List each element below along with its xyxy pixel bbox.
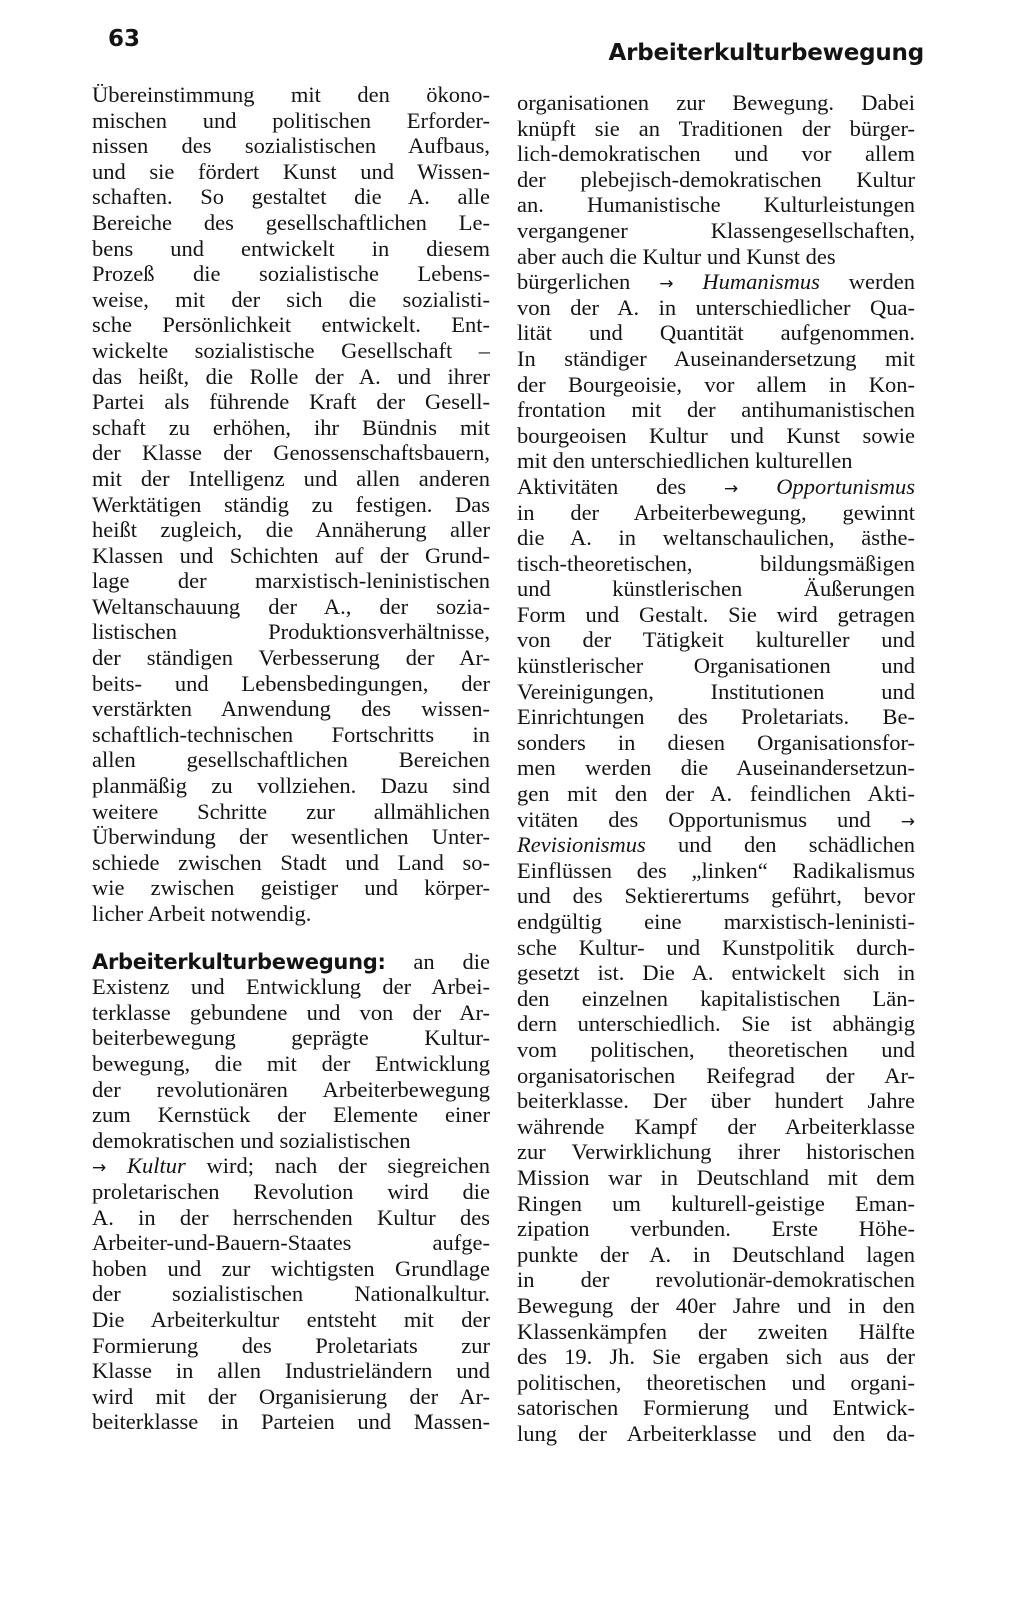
text-line: das heißt, die Rolle der A. und ihrer [92,363,490,389]
text-line: Klassen und Schichten auf der Grund- [92,542,490,568]
text-line: sche Kultur- und Kunstpolitik durch- [517,934,915,960]
text-line: von der Tätigkeit kultureller und [517,627,915,653]
text-line: und sie fördert Kunst und Wissen- [92,158,490,184]
entry-text-part-6 [517,858,915,1447]
text-line: der Bourgeoisie, vor allem in Kon- [517,371,915,397]
text-line: vergangener Klassengesellschaften, [517,217,915,243]
text-line: von der A. in unterschiedlicher Qua- [517,294,915,320]
text-line: schiede zwischen Stadt und Land so- [92,849,490,875]
text-line: mit den unterschiedlichen kulturellen [517,448,853,474]
text-line: weitere Schritte zur allmählichen [92,798,490,824]
entry-headword: Arbeiterkulturbewegung: [92,949,386,974]
text-line: knüpft sie an Traditionen der bürger- [517,115,915,141]
text-line: sonders in diesen Organisationsfor- [517,729,915,755]
text-line: Bewegung der 40er Jahre und in den [517,1292,915,1318]
text-line: der ständigen Verbesserung der Ar- [92,645,490,671]
revisionismus-reference-line [517,832,915,858]
text-line: an. Humanistische Kulturleistungen [517,192,915,218]
entry-text-part-1 [92,974,490,1153]
text-line: in der revolutionär-demokratischen [517,1267,915,1293]
text-line: mischen und politischen Erforder- [92,107,490,133]
text-line: zum Kernstück der Elemente einer [92,1102,490,1128]
text-line: Überwindung der wesentlichen Unter- [92,824,490,850]
text-line: wird mit der Organisierung der Ar- [92,1383,490,1409]
text-line: gen mit den der A. feindlichen Akti- [517,781,915,807]
text-line: Form und Gestalt. Sie wird getragen [517,601,915,627]
text-line: beiterbewegung geprägte Kultur- [92,1025,490,1051]
text-line: sche Persönlichkeit entwickelt. Ent- [92,312,490,338]
cross-reference-kultur: Kultur [127,1153,186,1179]
text-line: mit der Intelligenz und allen anderen [92,465,490,491]
text-line: politischen, theoretischen und organi- [517,1369,915,1395]
right-column [517,90,915,1446]
cross-reference-humanismus: Humanismus [702,269,820,295]
text-line: Klasse in allen Industrieländern und [92,1358,490,1384]
text-line: die A. in weltanschaulichen, ästhe- [517,525,915,551]
text-line: organisationen zur Bewegung. Dabei [517,90,915,115]
page-number: 63 [108,26,141,52]
opportunismus-line-start: Aktivitäten des [517,473,725,499]
text-line-content: vitäten des Opportunismus und [517,806,871,832]
text-line: lich-demokratischen und vor allem [517,141,915,167]
text-line: listischen Produktionsverhältnisse, [92,619,490,645]
cross-reference-arrow-icon: → [659,274,674,295]
text-line: den einzelnen kapitalistischen Län- [517,985,915,1011]
text-line: Ringen um kulturell-geistige Eman- [517,1190,915,1216]
entry-text-part-3 [517,90,915,269]
text-line: bourgeoisen Kultur und Kunst sowie [517,422,915,448]
text-line: schaftlich-technischen Fortschritts in [92,721,490,747]
text-line: nissen des sozialistischen Aufbaus, [92,133,490,159]
text-line: beiterklasse. Der über hundert Jahre [517,1088,915,1114]
text-line: Klassenkämpfen der zweiten Hälfte [517,1318,915,1344]
text-line: Weltanschauung der A., der sozia- [92,593,490,619]
text-line: schaften. So gestaltet die A. alle [92,184,490,210]
text-line: verstärkten Anwendung des wissen- [92,696,490,722]
text-line: der sozialistischen Nationalkultur. [92,1281,490,1307]
humanismus-reference-line [517,269,915,295]
text-line: bens und entwickelt in diesem [92,235,490,261]
cross-reference-arrow-icon: → [900,811,915,832]
text-line: proletarischen Revolution wird die [92,1178,490,1204]
text-line: des 19. Jh. Sie ergaben sich aus der [517,1344,915,1370]
revisionismus-line-rest: und den schädlichen [645,832,915,858]
text-line: in der Arbeiterbewegung, gewinnt [517,499,915,525]
entry-text-part-2 [92,1179,490,1435]
text-line: Einflüssen des „linken“ Radikalismus [517,857,915,883]
opportunismus-reference-line [517,474,915,500]
text-line: dern unterschiedlich. Sie ist abhängig [517,1011,915,1037]
humanismus-line-rest: werden [819,269,915,295]
text-line: vom politischen, theoretischen und [517,1036,915,1062]
text-line: In ständiger Auseinandersetzung mit [517,345,915,371]
text-line: terklasse gebundene und von der Ar- [92,999,490,1025]
text-line: demokratischen und sozialistischen [92,1127,411,1153]
headword-continuation: an die [385,948,490,974]
cross-reference-arrow-icon: → [724,478,739,499]
text-line: tisch-theoretischen, bildungsmäßigen [517,550,915,576]
text-line: zipation verbunden. Erste Höhe- [517,1216,915,1242]
text-line: Bereiche des gesellschaftlichen Le- [92,209,490,235]
text-line: Übereinstimmung mit den ökono- [92,82,490,107]
text-line: Mission war in Deutschland mit dem [517,1164,915,1190]
text-line: Einrichtungen des Proletariats. Be- [517,704,915,730]
text-line: bewegung, die mit der Entwicklung [92,1050,490,1076]
text-line: schaft zu erhöhen, ihr Bündnis mit [92,414,490,440]
text-line: beits- und Lebensbedingungen, der [92,670,490,696]
text-line: künstlerischer Organisationen und [517,653,915,679]
text-line: der revolutionären Arbeiterbewegung [92,1076,490,1102]
running-head: Arbeiterkulturbewegung [608,40,924,66]
cross-reference-arrow-icon: → [92,1158,107,1179]
entry-headline [92,949,490,975]
entry-text-part-5 [517,500,915,833]
text-line: allen gesellschaftlichen Bereichen [92,747,490,773]
text-line: der plebejisch-demokratischen Kultur [517,166,915,192]
text-line: weise, mit der sich die sozialisti- [92,286,490,312]
text-line [517,807,915,833]
text-line: frontation mit der antihumanistischen [517,397,915,423]
text-line: währende Kampf der Arbeiterklasse [517,1113,915,1139]
text-line: lität und Quantität aufgenommen. [517,320,915,346]
text-line: und künstlerischen Äußerungen [517,576,915,602]
text-line: gesetzt ist. Die A. entwickelt sich in [517,960,915,986]
text-line: Die Arbeiterkultur entsteht mit der [92,1306,490,1332]
text-line: Arbeiter-und-Bauern-Staates aufge- [92,1230,490,1256]
text-line: punkte der A. in Deutschland lagen [517,1241,915,1267]
text-line: planmäßig zu vollziehen. Dazu sind [92,773,490,799]
kultur-reference-line [92,1153,490,1179]
text-line: Existenz und Entwicklung der Arbei- [92,974,490,1000]
text-line: organisatorischen Reifegrad der Ar- [517,1062,915,1088]
text-line: und des Sektierertums geführt, bevor [517,883,915,909]
left-column [92,82,490,1435]
text-line: lage der marxistisch-leninistischen [92,568,490,594]
text-line: Partei als führende Kraft der Gesell- [92,389,490,415]
text-line: endgültig eine marxistisch-leninisti- [517,909,915,934]
text-line: Vereinigungen, Institutionen und [517,678,915,704]
text-line: zur Verwirklichung ihrer historischen [517,1139,915,1165]
continued-entry-text [92,82,490,927]
text-line: wie zwischen geistiger und körper- [92,875,490,901]
text-line: Werktätigen ständig zu festigen. Das [92,491,490,517]
cross-reference-revisionismus: Revisionismus [517,832,646,858]
text-line: heißt zugleich, die Annäherung aller [92,517,490,543]
text-line: der Klasse der Genossenschaftsbauern, [92,440,490,466]
text-line: satorischen Formierung und Entwick- [517,1395,915,1421]
text-line: wickelte sozialistische Gesellschaft – [92,337,490,363]
text-line: licher Arbeit notwendig. [92,901,312,926]
text-line: A. in der herrschenden Kultur des [92,1204,490,1230]
cross-reference-opportunismus: Opportunismus [776,473,915,499]
text-line: Prozeß die sozialistische Lebens- [92,261,490,287]
text-line: lung der Arbeiterklasse und den da- [517,1420,915,1446]
text-line: aber auch die Kultur und Kunst des [517,243,836,269]
text-line: Formierung des Proletariats zur [92,1332,490,1358]
entry-text-part-4 [517,295,915,474]
entry-gap [92,927,490,949]
text-line: men werden die Auseinandersetzun- [517,755,915,781]
kultur-line-rest: wird; nach der siegreichen [185,1153,490,1179]
text-line: beiterklasse in Parteien und Massen- [92,1409,490,1435]
text-line: hoben und zur wichtigsten Grundlage [92,1255,490,1281]
humanismus-line-start: bürgerlichen [517,269,660,295]
